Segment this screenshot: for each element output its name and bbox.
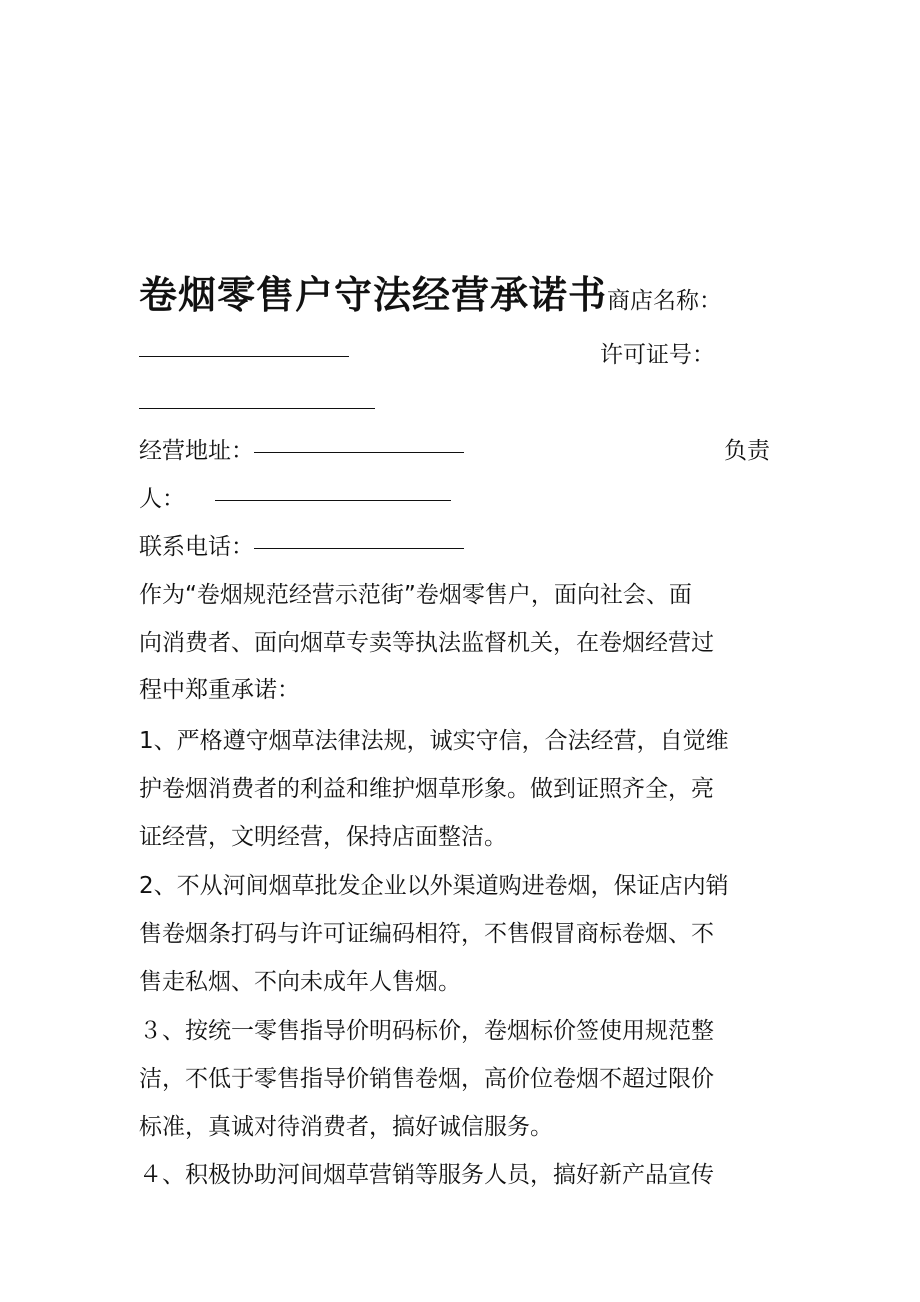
document-title: 卷烟零售户守法经营承诺书 (139, 273, 608, 317)
license-label: 许可证号： (600, 342, 715, 368)
shop-name-field (139, 340, 349, 370)
license-field (139, 392, 375, 422)
item1-line-2: 护卷烟消费者的利益和维护烟草形象。做到证照齐全，亮 (139, 776, 714, 802)
item3-line-1: ３、按统一零售指导价明码标价，卷烟标价签使用规范整 (139, 1018, 714, 1044)
item2-line-2: 售卷烟条打码与许可证编码相符，不售假冒商标卷烟、不 (139, 921, 714, 947)
shop-name-label: 商店名称： (607, 288, 723, 314)
intro-line-3: 程中郑重承诺： (139, 677, 300, 703)
responsible-label-part1: 负责 (724, 438, 770, 464)
item3-line-2: 洁，不低于零售指导价销售卷烟，高价位卷烟不超过限价 (139, 1066, 714, 1092)
item1-line-1: 1、严格遵守烟草法律法规，诚实守信，合法经营，自觉维 (139, 728, 729, 754)
responsible-blank (215, 499, 451, 501)
item3-line-3: 标准，真诚对待消费者，搞好诚信服务。 (139, 1114, 553, 1140)
item1-line-3: 证经营，文明经营，保持店面整洁。 (139, 824, 507, 850)
intro-line-1: 作为“卷烟规范经营示范街”卷烟零售户，面向社会、面 (139, 582, 692, 608)
address-row (139, 436, 464, 466)
responsible-label-part2: 人： (139, 486, 185, 512)
item2-line-3: 售走私烟、不向未成年人售烟。 (139, 969, 461, 995)
license-blank (139, 407, 375, 409)
address-label: 经营地址： (139, 438, 254, 464)
phone-blank (254, 547, 464, 549)
intro-line-2: 向消费者、面向烟草专卖等执法监督机关，在卷烟经营过 (139, 630, 714, 656)
shop-name-blank (139, 355, 349, 357)
phone-label: 联系电话： (139, 534, 254, 560)
address-blank (254, 451, 464, 453)
item2-line-1: 2、不从河间烟草批发企业以外渠道购进卷烟，保证店内销 (139, 873, 729, 899)
document-title-row (139, 272, 722, 324)
responsible-row (139, 484, 451, 514)
phone-row (139, 532, 464, 562)
item4-line-1: ４、积极协助河间烟草营销等服务人员，搞好新产品宣传 (139, 1162, 714, 1188)
